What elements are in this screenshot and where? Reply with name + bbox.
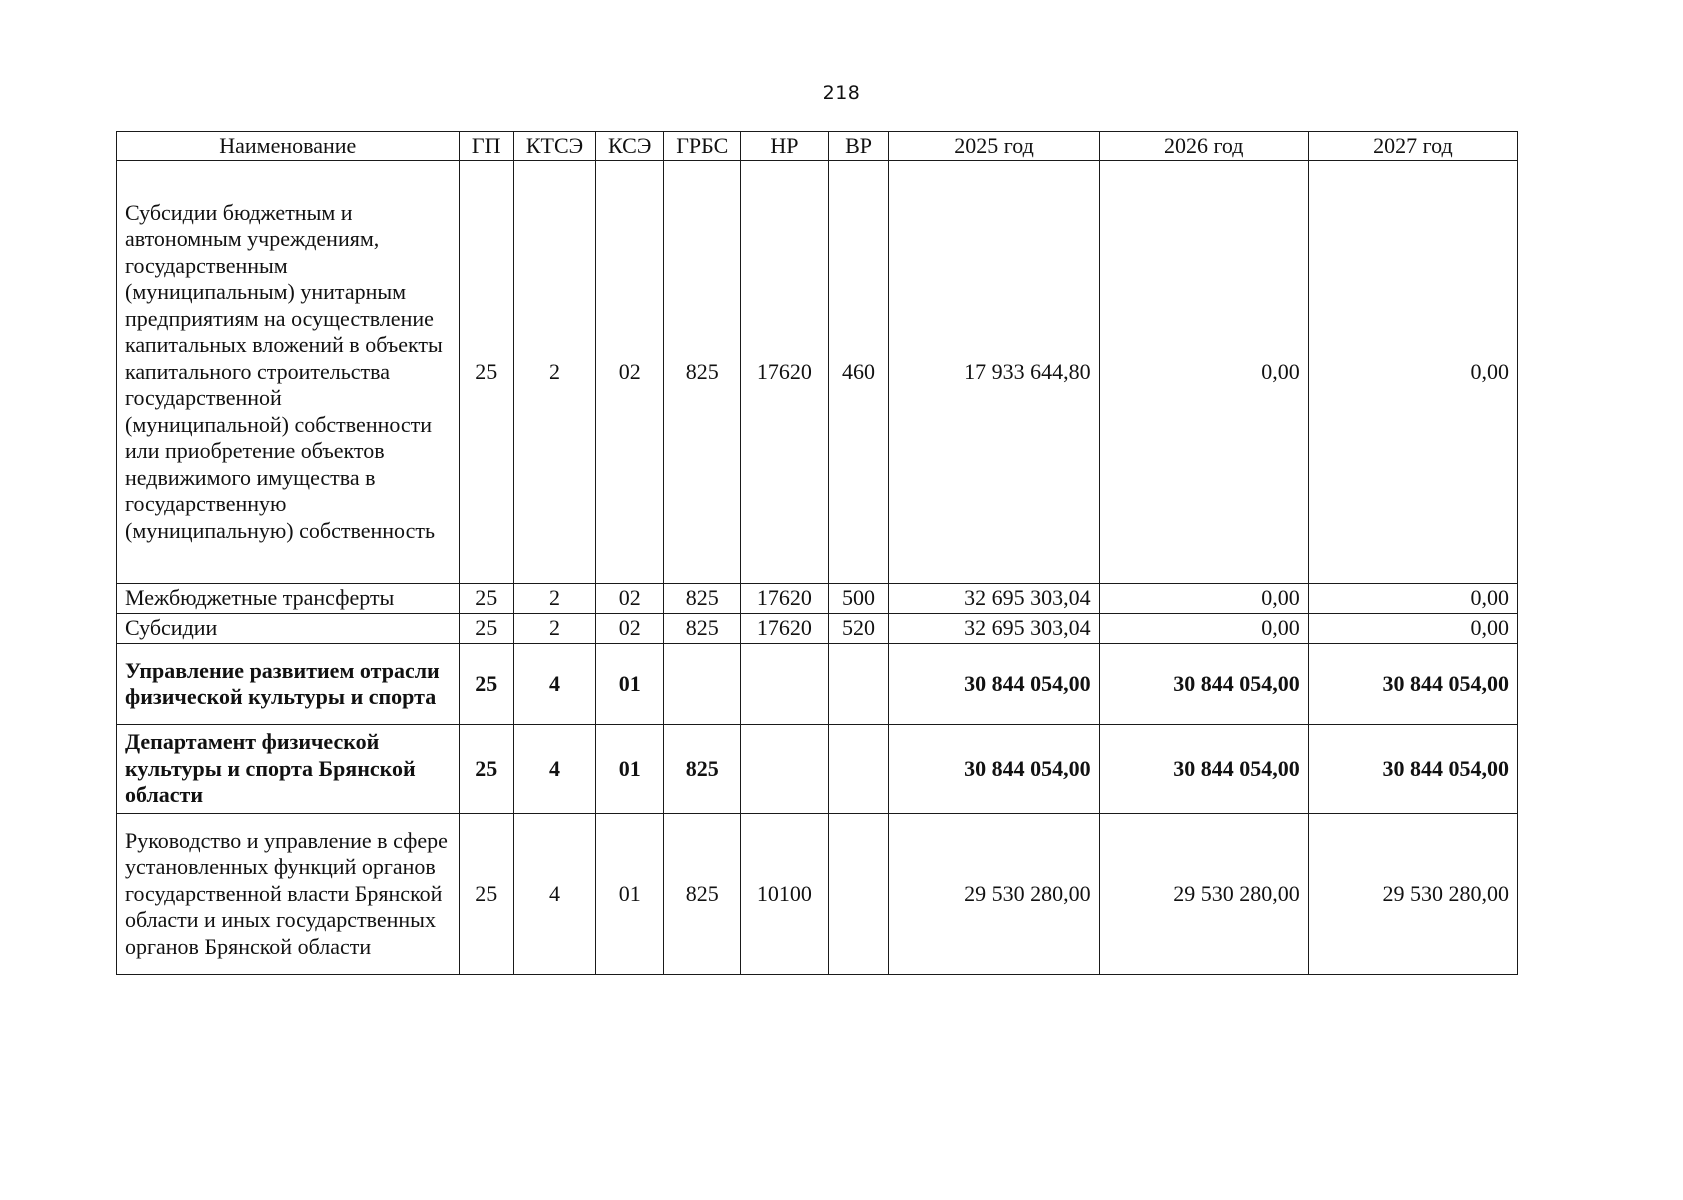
cell-grbs: 825 xyxy=(664,161,741,584)
cell-grbs: 825 xyxy=(664,725,741,814)
cell-nr: 10100 xyxy=(741,814,828,975)
cell-2025: 17 933 644,80 xyxy=(889,161,1099,584)
table-row xyxy=(117,644,1518,725)
cell-2027: 0,00 xyxy=(1308,161,1517,584)
cell-2025: 32 695 303,04 xyxy=(889,584,1099,614)
table-row xyxy=(117,814,1518,975)
cell-vr: 460 xyxy=(828,161,889,584)
cell-nr xyxy=(741,725,828,814)
column-header-2025: 2025 год xyxy=(889,132,1099,161)
cell-kse: 02 xyxy=(596,161,664,584)
cell-grbs: 825 xyxy=(664,614,741,644)
column-header-2027: 2027 год xyxy=(1308,132,1517,161)
cell-2025: 30 844 054,00 xyxy=(889,725,1099,814)
cell-2026: 0,00 xyxy=(1099,161,1308,584)
cell-kse: 01 xyxy=(596,725,664,814)
row-name: Субсидии бюджетным и автономным учреждениям, государственным (муниципальным) унитарным предприятиям на осуществление капитальных вложений в объекты капитального строительства государственной (муниципальной) собственности или приобретение объектов недвижимого имущества в государственную (муниципальную) собственность xyxy=(117,161,460,584)
cell-ktse: 4 xyxy=(513,725,595,814)
cell-2027: 30 844 054,00 xyxy=(1308,725,1517,814)
row-name: Департамент физической культуры и спорта Брянской области xyxy=(117,725,460,814)
cell-2027: 29 530 280,00 xyxy=(1308,814,1517,975)
cell-2026: 29 530 280,00 xyxy=(1099,814,1308,975)
column-header-name: Наименование xyxy=(117,132,460,161)
table-row xyxy=(117,725,1518,814)
cell-gp: 25 xyxy=(459,814,513,975)
cell-gp: 25 xyxy=(459,644,513,725)
cell-nr: 17620 xyxy=(741,584,828,614)
column-header-ktse: КТСЭ xyxy=(513,132,595,161)
row-name: Управление развитием отрасли физической культуры и спорта xyxy=(117,644,460,725)
budget-table xyxy=(116,131,1518,975)
column-header-grbs: ГРБС xyxy=(664,132,741,161)
row-name: Межбюджетные трансферты xyxy=(117,584,460,614)
page-number: 218 xyxy=(822,82,861,104)
table-row xyxy=(117,161,1518,584)
cell-nr: 17620 xyxy=(741,161,828,584)
cell-vr: 500 xyxy=(828,584,889,614)
cell-2025: 29 530 280,00 xyxy=(889,814,1099,975)
cell-2026: 0,00 xyxy=(1099,584,1308,614)
cell-vr xyxy=(828,644,889,725)
cell-nr: 17620 xyxy=(741,614,828,644)
cell-2026: 0,00 xyxy=(1099,614,1308,644)
cell-kse: 01 xyxy=(596,644,664,725)
row-name: Субсидии xyxy=(117,614,460,644)
table-row xyxy=(117,614,1518,644)
cell-kse: 02 xyxy=(596,614,664,644)
table-row xyxy=(117,584,1518,614)
cell-ktse: 4 xyxy=(513,814,595,975)
cell-2027: 30 844 054,00 xyxy=(1308,644,1517,725)
cell-ktse: 2 xyxy=(513,584,595,614)
cell-vr: 520 xyxy=(828,614,889,644)
cell-gp: 25 xyxy=(459,161,513,584)
column-header-2026: 2026 год xyxy=(1099,132,1308,161)
column-header-nr: НР xyxy=(741,132,828,161)
row-name: Руководство и управление в сфере установленных функций органов государственной власти Брянской области и иных государственных органов Брянской области xyxy=(117,814,460,975)
cell-2026: 30 844 054,00 xyxy=(1099,644,1308,725)
cell-gp: 25 xyxy=(459,584,513,614)
cell-ktse: 2 xyxy=(513,161,595,584)
cell-2027: 0,00 xyxy=(1308,614,1517,644)
cell-nr xyxy=(741,644,828,725)
cell-vr xyxy=(828,725,889,814)
cell-vr xyxy=(828,814,889,975)
cell-ktse: 2 xyxy=(513,614,595,644)
cell-gp: 25 xyxy=(459,614,513,644)
cell-2025: 32 695 303,04 xyxy=(889,614,1099,644)
column-header-kse: КСЭ xyxy=(596,132,664,161)
column-header-vr: ВР xyxy=(828,132,889,161)
cell-grbs: 825 xyxy=(664,584,741,614)
cell-2027: 0,00 xyxy=(1308,584,1517,614)
cell-kse: 02 xyxy=(596,584,664,614)
cell-gp: 25 xyxy=(459,725,513,814)
cell-ktse: 4 xyxy=(513,644,595,725)
cell-kse: 01 xyxy=(596,814,664,975)
header-row xyxy=(117,132,1518,161)
cell-grbs: 825 xyxy=(664,814,741,975)
cell-grbs xyxy=(664,644,741,725)
column-header-gp: ГП xyxy=(459,132,513,161)
cell-2025: 30 844 054,00 xyxy=(889,644,1099,725)
cell-2026: 30 844 054,00 xyxy=(1099,725,1308,814)
